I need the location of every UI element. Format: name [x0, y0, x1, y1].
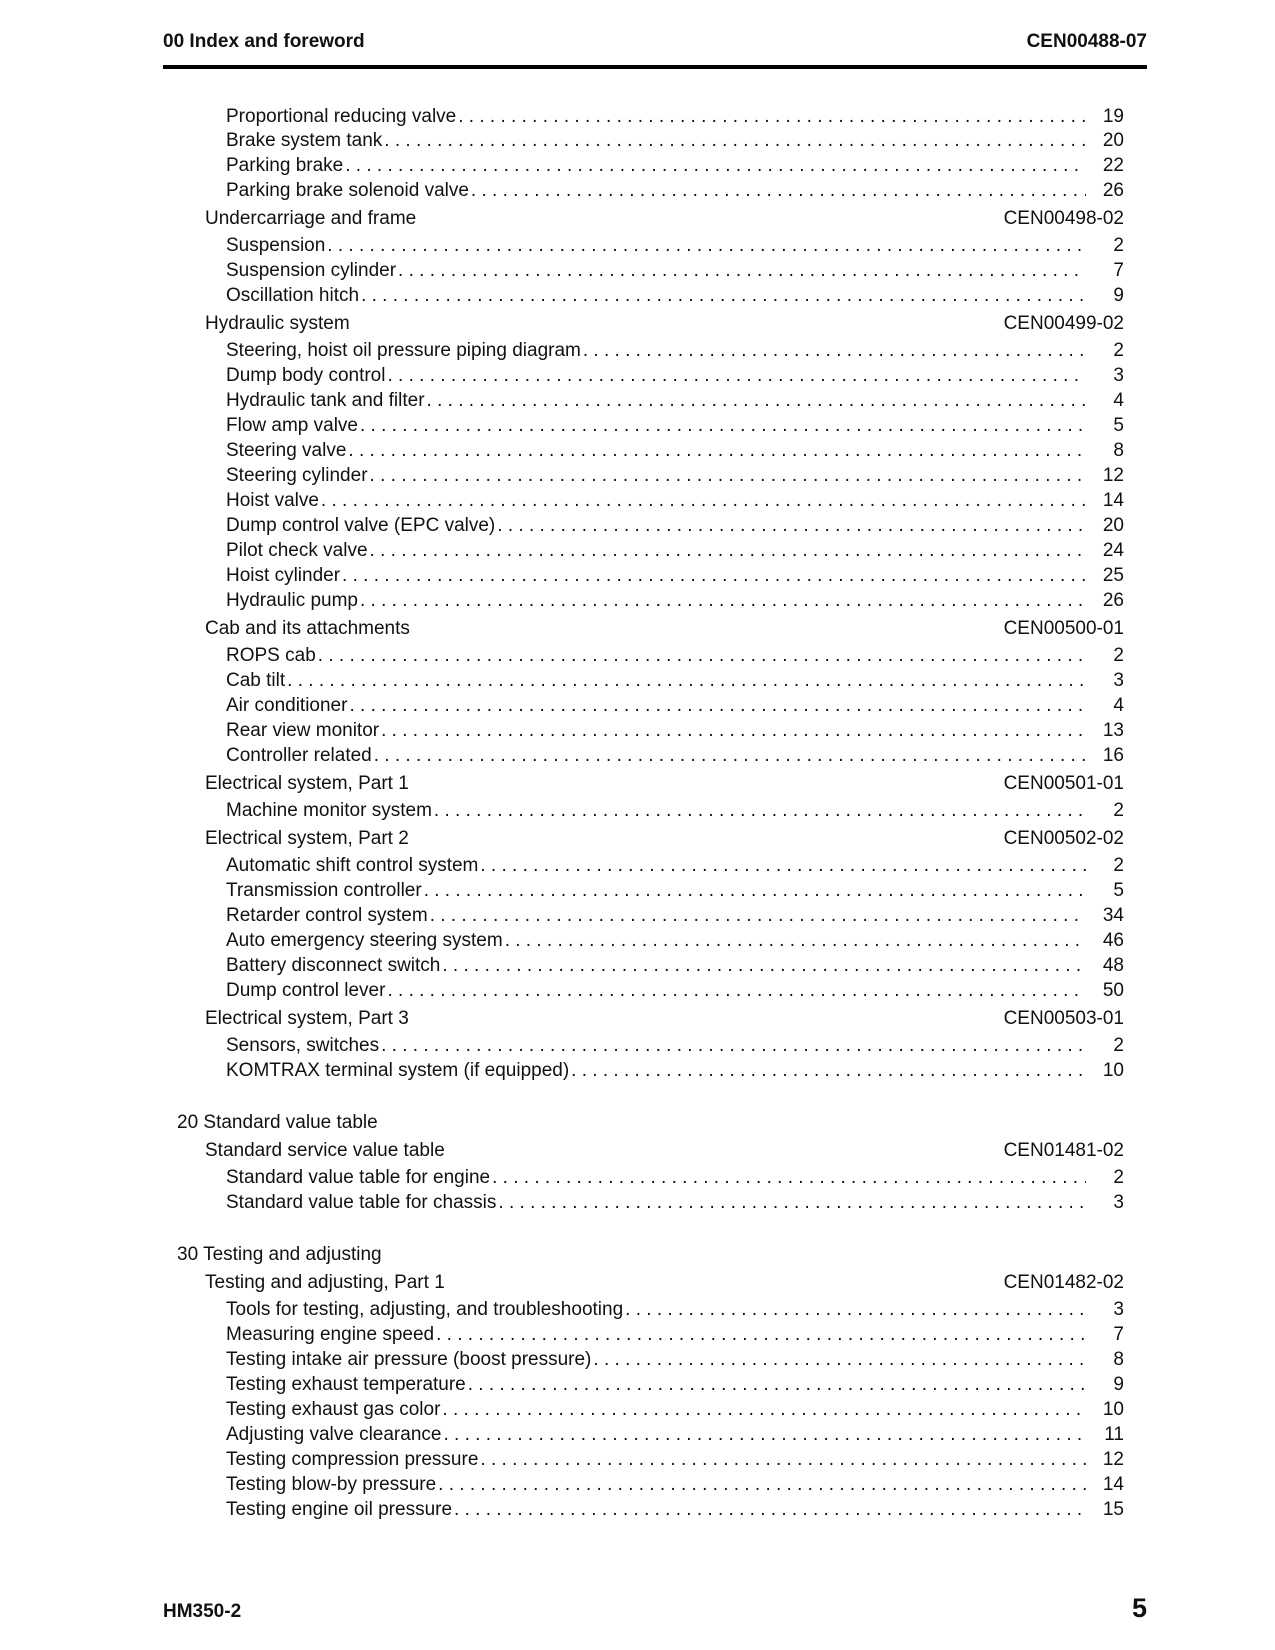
section-code: CEN00502-02 [1003, 828, 1124, 849]
toc-entry [226, 260, 1124, 282]
entry-title: Standard value table for chassis [226, 1192, 497, 1213]
entry-page: 11 [1104, 1424, 1124, 1445]
toc-entry [226, 1474, 1124, 1496]
footer-page-number: 5 [1131, 1593, 1147, 1623]
toc-entry [226, 1449, 1124, 1471]
entry-page: 15 [1102, 1499, 1124, 1520]
toc-entry [226, 565, 1124, 587]
entry-title: Transmission controller [226, 880, 422, 901]
dot-leader [434, 800, 1086, 822]
toc-entry [226, 106, 1124, 128]
dot-leader [361, 285, 1086, 307]
entry-title: Hoist valve [226, 490, 319, 511]
entry-title: Steering cylinder [226, 465, 368, 486]
entry-page: 12 [1102, 465, 1124, 486]
entry-title: Hydraulic pump [226, 590, 358, 611]
entry-title: KOMTRAX terminal system (if equipped) [226, 1060, 570, 1081]
entry-title: Suspension cylinder [226, 260, 397, 281]
entry-title: Brake system tank [226, 130, 383, 151]
entry-page: 2 [1113, 235, 1124, 256]
dot-leader [348, 440, 1086, 462]
page-header [163, 31, 1147, 69]
dot-leader [458, 106, 1086, 128]
entry-page: 20 [1102, 515, 1124, 536]
entry-title: Parking brake solenoid valve [226, 180, 469, 201]
toc-entry [226, 1349, 1124, 1371]
entry-page: 2 [1113, 645, 1124, 666]
entry-page: 7 [1113, 1324, 1124, 1345]
dot-leader [384, 130, 1086, 152]
dot-leader [471, 180, 1086, 202]
dot-leader [593, 1349, 1086, 1371]
entry-title: Retarder control system [226, 905, 428, 926]
entry-page: 50 [1102, 980, 1124, 1001]
entry-page: 5 [1113, 880, 1124, 901]
entry-title: Controller related [226, 745, 372, 766]
toc-entry [226, 880, 1124, 902]
toc-entry [226, 1167, 1124, 1189]
dot-leader [436, 1324, 1086, 1346]
toc-section [205, 313, 1124, 335]
dot-leader [505, 930, 1086, 952]
header-section-title: 00 Index and foreword [163, 31, 365, 52]
header-doc-code: CEN00488-07 [1026, 31, 1147, 52]
entry-page: 3 [1113, 365, 1124, 386]
dot-leader [430, 905, 1086, 927]
entry-title: Steering valve [226, 440, 347, 461]
entry-title: Steering, hoist oil pressure piping diagram [226, 340, 581, 361]
dot-leader [349, 695, 1086, 717]
dot-leader [625, 1299, 1086, 1321]
section-code: CEN00499-02 [1003, 313, 1124, 334]
toc-entry [226, 365, 1124, 387]
toc-chapter [177, 1112, 378, 1134]
dot-leader [442, 1399, 1086, 1421]
entry-title: Flow amp valve [226, 415, 358, 436]
dot-leader [424, 880, 1086, 902]
entry-page: 14 [1102, 490, 1124, 511]
toc-entry [226, 130, 1124, 152]
entry-page: 20 [1102, 130, 1124, 151]
section-code: CEN00498-02 [1003, 208, 1124, 229]
entry-title: Sensors, switches [226, 1035, 380, 1056]
entry-title: Dump control valve (EPC valve) [226, 515, 496, 536]
toc-section [205, 1008, 1124, 1030]
dot-leader [443, 1424, 1086, 1446]
entry-page: 4 [1113, 390, 1124, 411]
dot-leader [468, 1374, 1086, 1396]
toc-entry [226, 955, 1124, 977]
dot-leader [370, 465, 1086, 487]
dot-leader [370, 540, 1086, 562]
dot-leader [318, 645, 1086, 667]
toc-entry [226, 1192, 1124, 1214]
toc-entry [226, 285, 1124, 307]
dot-leader [498, 1192, 1086, 1214]
entry-title: Machine monitor system [226, 800, 432, 821]
entry-title: Rear view monitor [226, 720, 380, 741]
page-footer [163, 1593, 1147, 1624]
section-title: Electrical system, Part 2 [205, 828, 409, 849]
entry-title: Battery disconnect switch [226, 955, 441, 976]
entry-title: Tools for testing, adjusting, and troubleshooting [226, 1299, 624, 1320]
entry-title: Hoist cylinder [226, 565, 341, 586]
toc-entry [226, 695, 1124, 717]
toc-entry [226, 800, 1124, 822]
entry-page: 10 [1102, 1399, 1124, 1420]
toc-section [205, 1140, 1124, 1162]
toc-section [205, 773, 1124, 795]
entry-page: 9 [1113, 285, 1124, 306]
dot-leader [360, 590, 1086, 612]
dot-leader [480, 1449, 1086, 1471]
entry-title: Proportional reducing valve [226, 106, 457, 127]
toc-entry [226, 670, 1124, 692]
entry-page: 13 [1102, 720, 1124, 741]
toc-entry [226, 1424, 1124, 1446]
dot-leader [480, 855, 1086, 877]
section-code: CEN00500-01 [1003, 618, 1124, 639]
entry-page: 3 [1113, 1299, 1124, 1320]
entry-page: 14 [1102, 1474, 1124, 1495]
toc-section [205, 618, 1124, 640]
dot-leader [345, 155, 1086, 177]
entry-title: Oscillation hitch [226, 285, 360, 306]
dot-leader [492, 1167, 1086, 1189]
dot-leader [427, 390, 1086, 412]
entry-page: 19 [1102, 106, 1124, 127]
entry-page: 26 [1102, 180, 1124, 201]
section-title: Hydraulic system [205, 313, 350, 334]
section-code: CEN01482-02 [1003, 1272, 1124, 1293]
entry-title: Dump control lever [226, 980, 386, 1001]
dot-leader [327, 235, 1086, 257]
dot-leader [438, 1474, 1086, 1496]
entry-title: Hydraulic tank and filter [226, 390, 425, 411]
entry-page: 3 [1113, 670, 1124, 691]
entry-page: 46 [1102, 930, 1124, 951]
entry-title: Testing exhaust temperature [226, 1374, 466, 1395]
entry-page: 5 [1113, 415, 1124, 436]
entry-title: Adjusting valve clearance [226, 1424, 442, 1445]
entry-page: 3 [1113, 1192, 1124, 1213]
toc-entry [226, 1060, 1124, 1082]
dot-leader [360, 415, 1086, 437]
toc-section [205, 1272, 1124, 1294]
toc-entry [226, 1499, 1124, 1521]
toc-entry [226, 855, 1124, 877]
entry-page: 2 [1113, 1035, 1124, 1056]
toc-entry [226, 415, 1124, 437]
entry-page: 24 [1102, 540, 1124, 561]
section-code: CEN00501-01 [1003, 773, 1124, 794]
entry-title: Automatic shift control system [226, 855, 479, 876]
toc-entry [226, 905, 1124, 927]
section-code: CEN01481-02 [1003, 1140, 1124, 1161]
toc-entry [226, 515, 1124, 537]
entry-title: Suspension [226, 235, 326, 256]
entry-page: 2 [1113, 340, 1124, 361]
toc-entry [226, 930, 1124, 952]
entry-title: Testing intake air pressure (boost pressure) [226, 1349, 592, 1370]
toc-entry [226, 180, 1124, 202]
entry-title: Standard value table for engine [226, 1167, 491, 1188]
dot-leader [381, 1035, 1086, 1057]
entry-title: ROPS cab [226, 645, 316, 666]
chapter-title: 30 Testing and adjusting [177, 1244, 382, 1265]
entry-page: 25 [1102, 565, 1124, 586]
toc-entry [226, 340, 1124, 362]
toc-entry [226, 1035, 1124, 1057]
section-title: Electrical system, Part 1 [205, 773, 409, 794]
footer-model: HM350-2 [163, 1601, 242, 1622]
toc-section [205, 208, 1124, 230]
entry-title: Testing engine oil pressure [226, 1499, 453, 1520]
dot-leader [571, 1060, 1086, 1082]
entry-title: Air conditioner [226, 695, 348, 716]
toc-entry [226, 1324, 1124, 1346]
entry-page: 8 [1113, 1349, 1124, 1370]
dot-leader [387, 980, 1086, 1002]
entry-page: 48 [1102, 955, 1124, 976]
entry-page: 16 [1102, 745, 1124, 766]
toc-entry [226, 745, 1124, 767]
entry-title: Testing blow-by pressure [226, 1474, 437, 1495]
section-title: Standard service value table [205, 1140, 445, 1161]
toc-entry [226, 440, 1124, 462]
toc-entry [226, 465, 1124, 487]
chapter-title: 20 Standard value table [177, 1112, 378, 1133]
entry-page: 22 [1102, 155, 1124, 176]
entry-page: 2 [1113, 800, 1124, 821]
dot-leader [442, 955, 1086, 977]
toc-entry [226, 390, 1124, 412]
toc-entry [226, 490, 1124, 512]
entry-page: 2 [1113, 855, 1124, 876]
entry-page: 34 [1102, 905, 1124, 926]
entry-title: Testing compression pressure [226, 1449, 479, 1470]
toc-entry [226, 1299, 1124, 1321]
entry-page: 9 [1113, 1374, 1124, 1395]
dot-leader [398, 260, 1086, 282]
section-code: CEN00503-01 [1003, 1008, 1124, 1029]
entry-page: 26 [1102, 590, 1124, 611]
section-title: Electrical system, Part 3 [205, 1008, 409, 1029]
dot-leader [497, 515, 1086, 537]
entry-page: 7 [1113, 260, 1124, 281]
entry-title: Parking brake [226, 155, 344, 176]
entry-title: Pilot check valve [226, 540, 368, 561]
toc-entry [226, 235, 1124, 257]
toc-entry [226, 1374, 1124, 1396]
entry-title: Cab tilt [226, 670, 286, 691]
toc-chapter [177, 1244, 382, 1266]
section-title: Undercarriage and frame [205, 208, 417, 229]
entry-title: Auto emergency steering system [226, 930, 503, 951]
toc-entry [226, 540, 1124, 562]
toc-section [205, 828, 1124, 850]
entry-page: 8 [1113, 440, 1124, 461]
entry-title: Measuring engine speed [226, 1324, 435, 1345]
dot-leader [454, 1499, 1086, 1521]
toc-entry [226, 980, 1124, 1002]
toc-entry [226, 155, 1124, 177]
dot-leader [381, 720, 1086, 742]
entry-page: 2 [1113, 1167, 1124, 1188]
dot-leader [374, 745, 1086, 767]
entry-page: 4 [1113, 695, 1124, 716]
section-title: Cab and its attachments [205, 618, 410, 639]
dot-leader [321, 490, 1086, 512]
dot-leader [342, 565, 1086, 587]
toc-entry [226, 645, 1124, 667]
dot-leader [387, 365, 1086, 387]
entry-title: Testing exhaust gas color [226, 1399, 441, 1420]
toc-entry [226, 720, 1124, 742]
toc-entry [226, 1399, 1124, 1421]
dot-leader [287, 670, 1086, 692]
section-title: Testing and adjusting, Part 1 [205, 1272, 445, 1293]
dot-leader [583, 340, 1086, 362]
entry-page: 10 [1102, 1060, 1124, 1081]
toc-entry [226, 590, 1124, 612]
entry-page: 12 [1102, 1449, 1124, 1470]
entry-title: Dump body control [226, 365, 386, 386]
